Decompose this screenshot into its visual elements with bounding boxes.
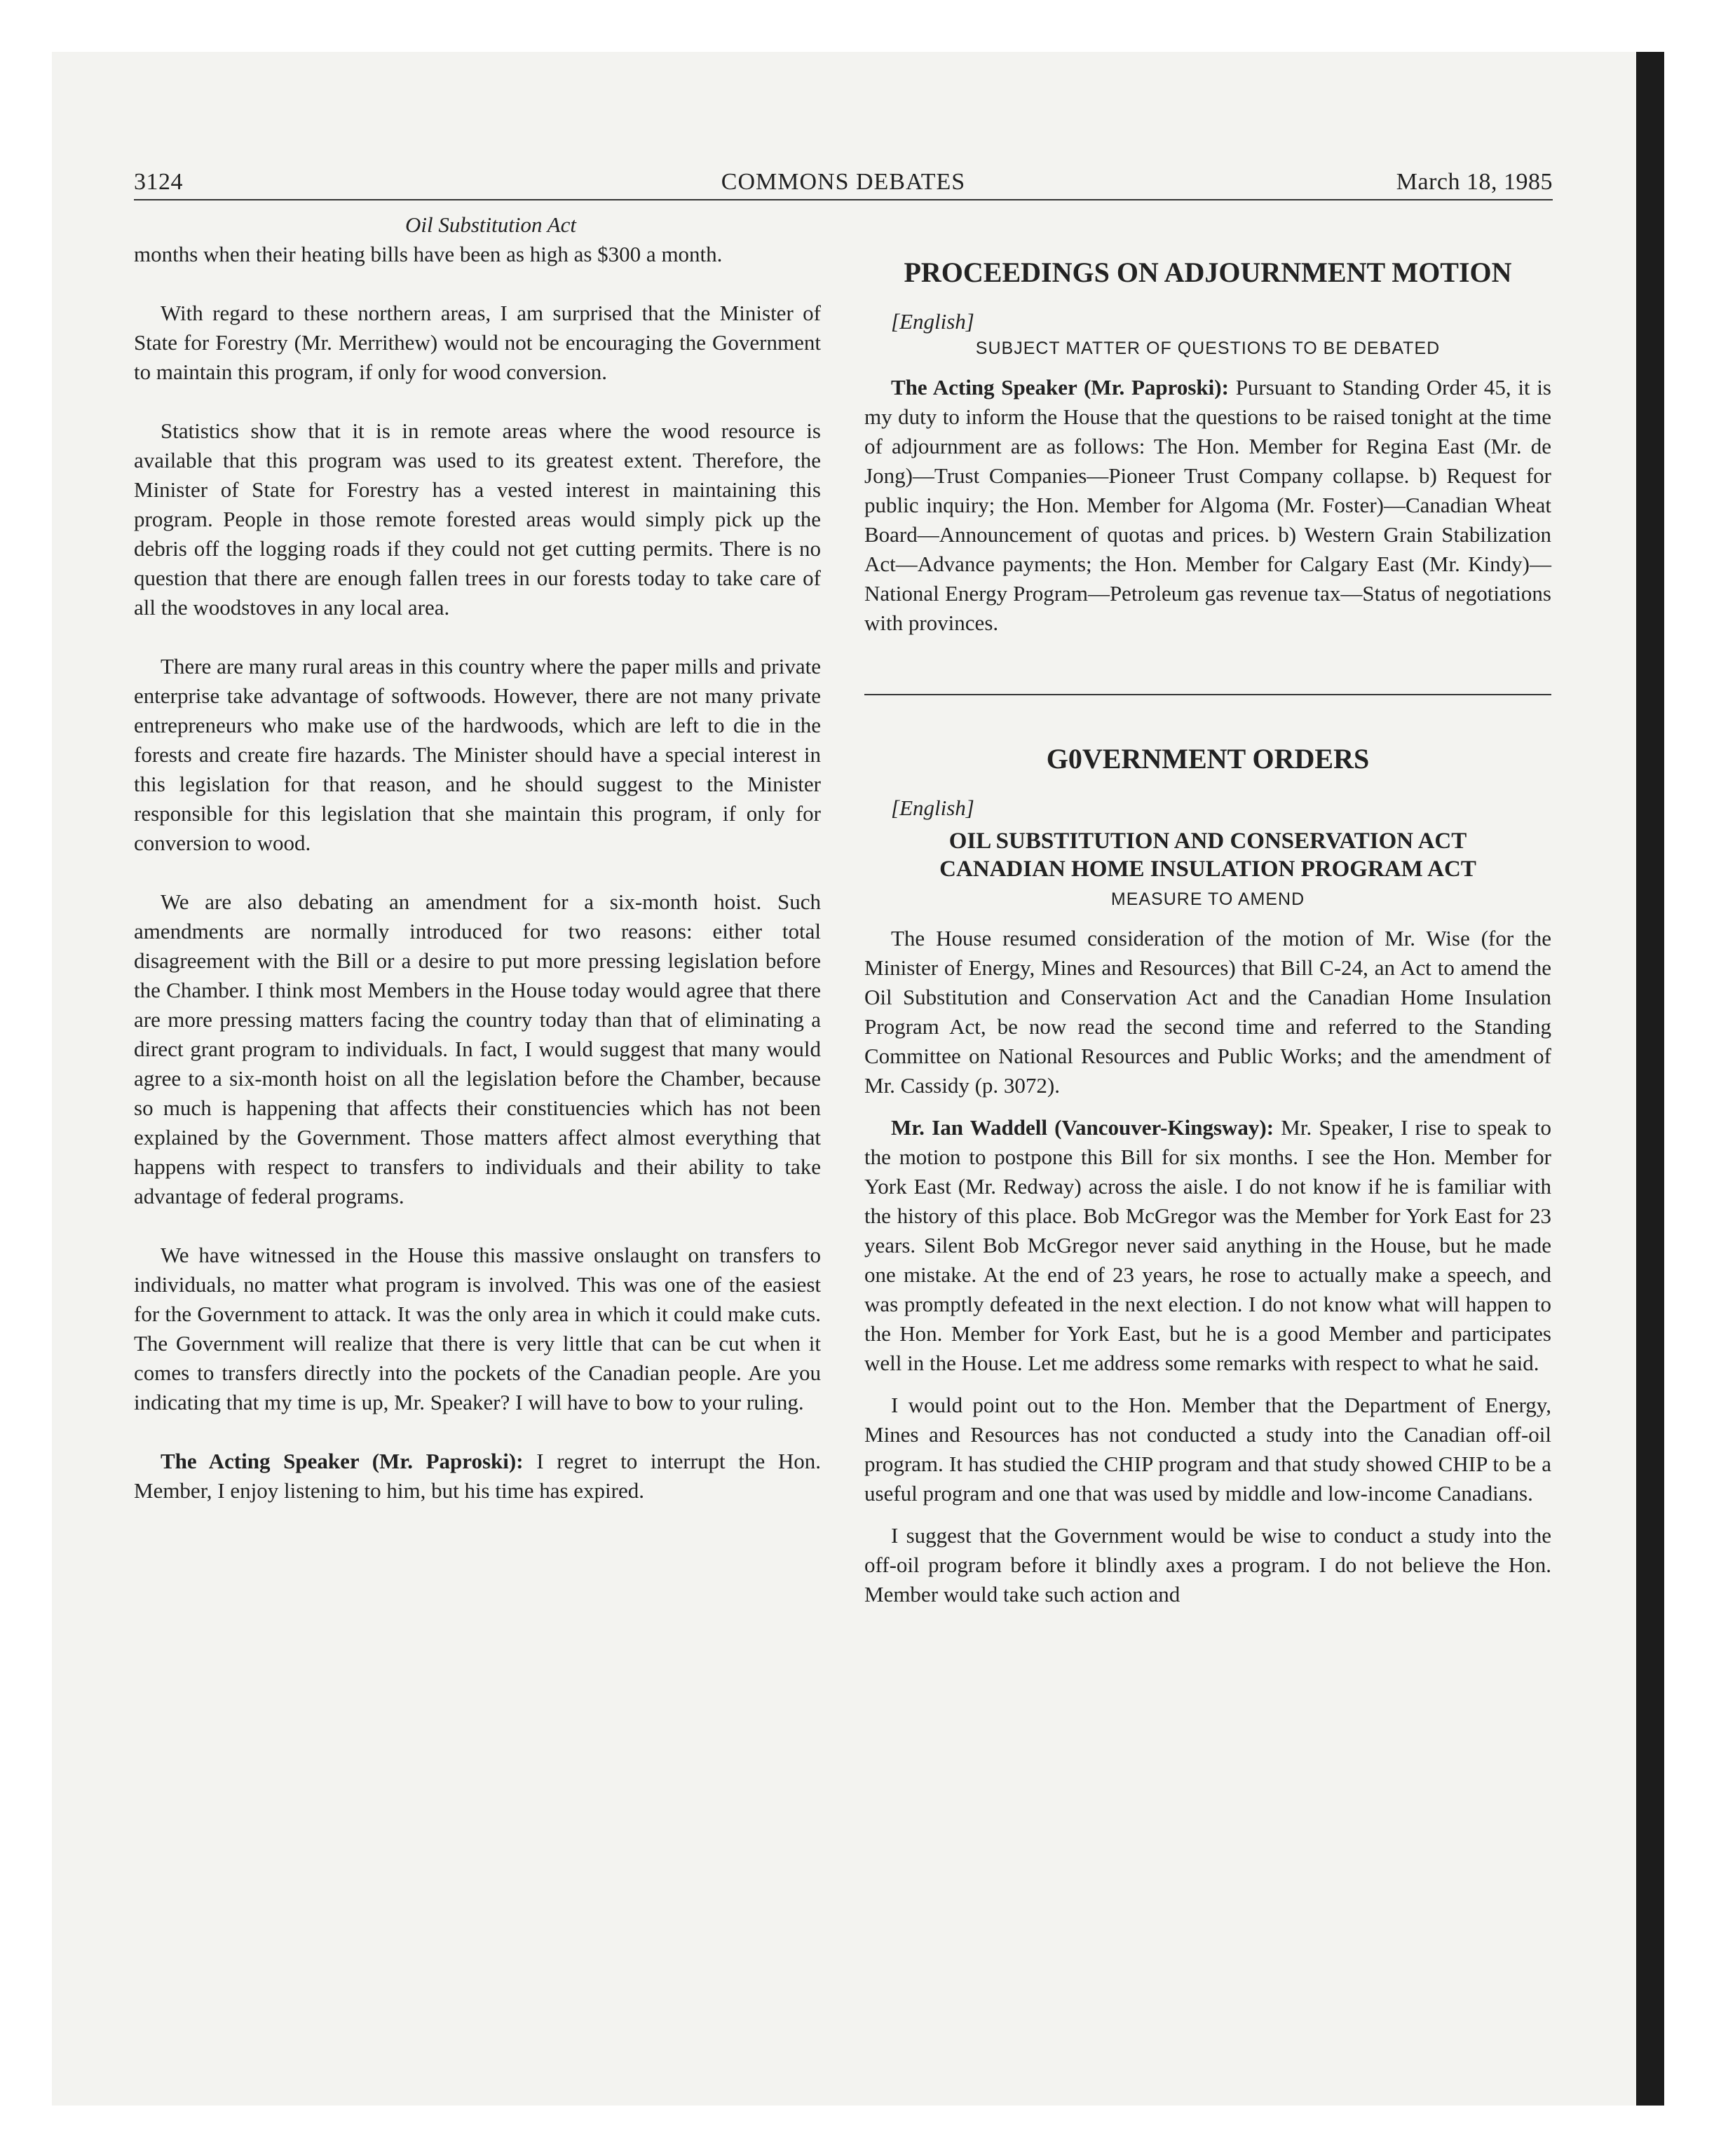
- page-edge-shadow: [1636, 52, 1664, 2106]
- speaker-text: Pursuant to Standing Order 45, it is my duty to inform the House that the questions to be raised tonight at the time of adjournment are as follows: The Hon. Member for Regina East (Mr. de Jong)—Trust Companies—Pioneer Trust Company collapse. b) Request for public inquiry; the Hon. Member for Algoma (Mr. Foster)—Canadian Wheat Board—Announcement of quotas and prices. b) Western Grain Stabilization Act—Advance payments; the Hon. Member for Calgary East (Mr. Kindy)—National Energy Program—Petroleum gas revenue tax—Status of negotiations with provinces.: [864, 375, 1551, 635]
- language-label: [English]: [891, 309, 974, 334]
- measure-heading: MEASURE TO AMEND: [1110, 889, 1305, 909]
- bill-title-line: OIL SUBSTITUTION AND CONSERVATION ACT: [948, 828, 1467, 854]
- speaker-paragraph: [134, 1447, 821, 1506]
- bill-title: [864, 827, 1551, 883]
- page-header: [134, 165, 1553, 200]
- speaker-text: Mr. Speaker, I rise to speak to the motion to postpone this Bill for six months. I see the Hon. Member for York East (Mr. Redway) across the aisle. I do not know if he is familiar with the history of this place. Bob McGregor was the Member for York East for 23 years. Silent Bob McGregor never said anything in the House, but he made one mistake. At the end of 23 years, he rose to actually make a speech, and was promptly defeated in the next election. I do not know what will happen to the Hon. Member for York East, but he is a good Member and participates well in the House. Let me address some remarks with respect to what he said.: [864, 1115, 1551, 1375]
- section-divider: [864, 694, 1551, 695]
- section-title-government-orders: G0VERNMENT ORDERS: [1046, 743, 1370, 775]
- paragraph: With regard to these northern areas, I am surprised that the Minister of State for Forestry (Mr. Merrithew) would not be encouraging the Government to maintain this program, if only for wood conversion.: [134, 301, 821, 384]
- language-label: [English]: [891, 796, 974, 820]
- section-title-proceedings: PROCEEDINGS ON ADJOURNMENT MOTION: [904, 257, 1512, 288]
- paragraph: I suggest that the Government would be wise to conduct a study into the off-oil program before it blindly axes a program. I do not believe the Hon. Member would take such action and: [864, 1523, 1551, 1606]
- bill-title-line: CANADIAN HOME INSULATION PROGRAM ACT: [939, 857, 1476, 882]
- paragraph: The House resumed consideration of the motion of Mr. Wise (for the Minister of Energy, Mines and Resources) that Bill C-24, an Act to amend the Oil Substitution and Conservation Act and the Canadian Home Insulation Program Act, be now read the second time and referred to the Standing Committee on National Resources and Public Works; and the amendment of Mr. Cassidy (p. 3072).: [864, 926, 1551, 1098]
- speaker-name: The Acting Speaker (Mr. Paproski):: [161, 1449, 524, 1473]
- paragraph: months when their heating bills have been as high as $300 a month.: [134, 242, 723, 266]
- speaker-text: I regret to interrupt the Hon. Member, I enjoy listening to him, but his time has expired.: [134, 1449, 821, 1503]
- paragraph: We have witnessed in the House this massive onslaught on transfers to individuals, no matter what program is involved. This was one of the easiest for the Government to attack. It was the only area in which it could make cuts. The Government will realize that there is very little that can be cut when it comes to transfers directly into the pockets of the Canadian people. Are you indicating that my time is up, Mr. Speaker? I will have to bow to your ruling.: [134, 1243, 821, 1414]
- page-number: 3124: [134, 169, 183, 195]
- publication-title: COMMONS DEBATES: [721, 169, 966, 195]
- speaker-name: The Acting Speaker (Mr. Paproski):: [891, 375, 1229, 400]
- running-title: Oil Substitution Act: [405, 212, 576, 237]
- left-column: [134, 210, 821, 1506]
- paragraph: There are many rural areas in this country where the paper mills and private enterprise take advantage of softwoods. However, there are not many private entrepreneurs who make use of the hardwoods, which are left to die in the forests and create fire hazards. The Minister should have a special interest in this legislation for that reason, and he should suggest to the Minister responsible for this legislation that she maintain this program, if only for conversion to wood.: [134, 654, 821, 855]
- right-column: [864, 210, 1551, 1609]
- speaker-name: Mr. Ian Waddell (Vancouver-Kingsway):: [891, 1115, 1274, 1140]
- publication-date: March 18, 1985: [1396, 169, 1553, 195]
- speaker-paragraph: [864, 373, 1551, 638]
- paragraph: Statistics show that it is in remote areas where the wood resource is available that this program was used to its greatest extent. Therefore, the Minister of State for Forestry has a vested interest in maintaining this program. People in those remote forested areas would simply pick up the debris off the logging roads if they could not get cutting permits. There is no question that there are enough fallen trees in our forests today to take care of all the woodstoves in any local area.: [134, 418, 821, 620]
- speaker-paragraph: [864, 1113, 1551, 1378]
- subject-heading: SUBJECT MATTER OF QUESTIONS TO BE DEBATED: [975, 339, 1441, 358]
- paragraph: We are also debating an amendment for a six-month hoist. Such amendments are normally introduced for two reasons: either total disagreement with the Bill or a desire to put more pressing legislation before the Chamber. I think most Members in the House today would agree that there are more pressing matters facing the country today than that of eliminating a direct grant program to individuals. In fact, I would suggest that many would agree to a six-month hoist on all the legislation before the Chamber, because so much is happening that affects their constituencies which has not been explained by the Government. Those matters affect almost everything that happens with respect to transfers to individuals and their ability to take advantage of federal programs.: [134, 889, 821, 1208]
- paragraph: I would point out to the Hon. Member that the Department of Energy, Mines and Resources has not conducted a study into the Canadian off-oil program. It has studied the CHIP program and that study showed CHIP to be a useful program and one that was used by middle and low-income Canadians.: [864, 1393, 1551, 1506]
